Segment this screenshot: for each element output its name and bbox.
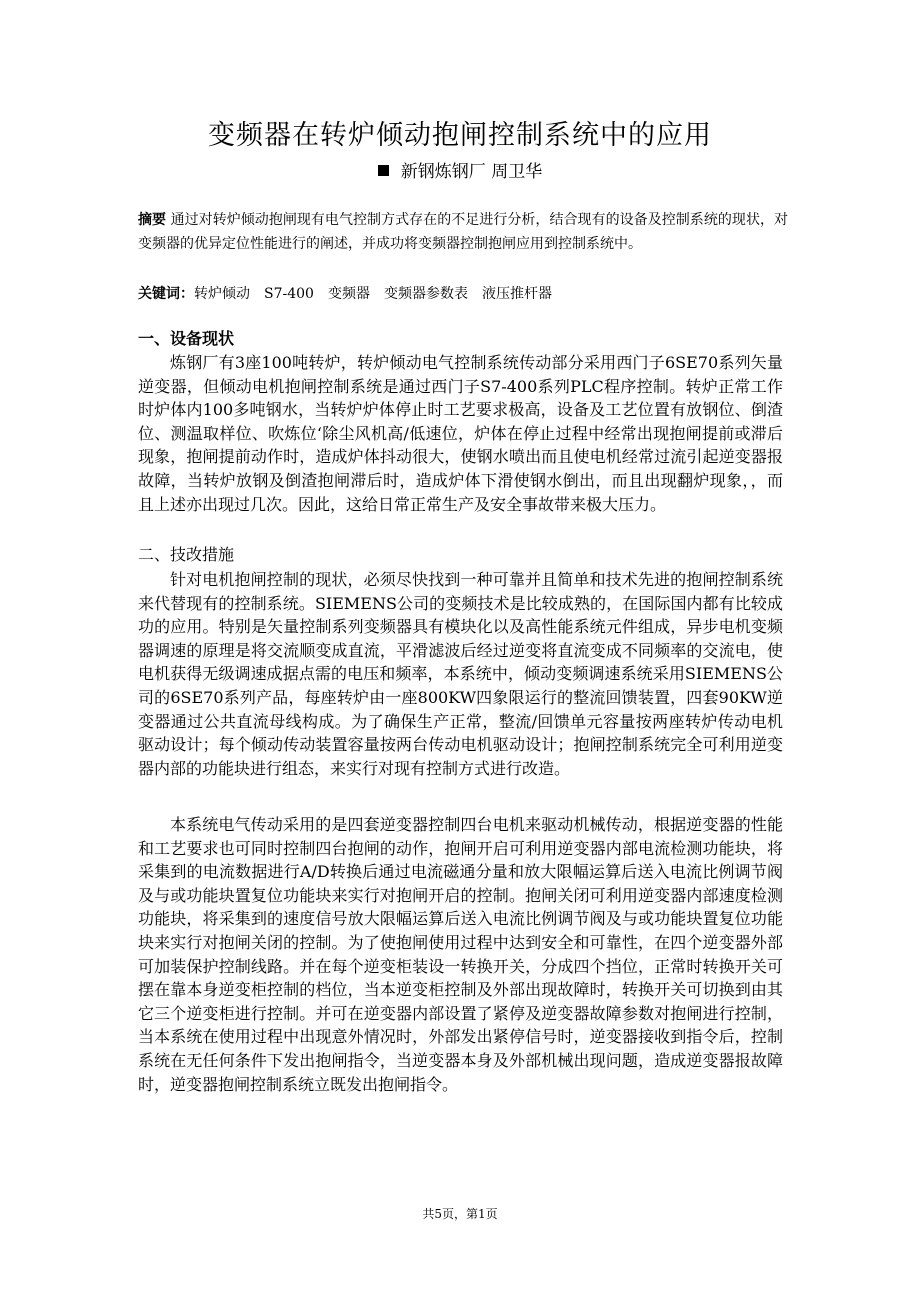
abstract-text: 通过对转炉倾动抱闸现有电气控制方式存在的不足进行分析，结合现有的设备及控制系统的现状，对变频器的优异定位性能进行的阐述，并成功将变频器控制抱闸应用到控制系统中。 [138, 212, 789, 252]
section2-paragraph-1: 针对电机抱闸控制的现状，必须尽快找到一种可靠并且简单和技术先进的抱闸控制系统来代替现有的控制系统。SIEMENS公司的变频技术是比较成熟的，在国际国内都有比较成功的应用。特别是矢量控制系列变频器具有模块化以及高性能系统元件组成，异步电机变频器调速的原理是将交流顺变成直流，平滑滤波后经过逆变将直流变成不同频率的交流电，使电机获得无级调速成据点需的电压和频率，本系统中，倾动变频调速系统采用SIEMENS公司的6SE70系列产品，每座转炉由一座800KW四象限运行的整流回馈装置，四套90KW逆变器通过公共直流母线构成。为了确保生产正常，整流/回馈单元容量按两座转炉传动电机驱动设计；每个倾动传动装置容量按两台传动电机驱动设计；抱闸控制系统完全可利用逆变器内部的功能块进行组态，来实行对现有控制方式进行改造。 [138, 570, 783, 778]
abstract-label: 摘要 [138, 212, 167, 228]
square-bullet-icon [378, 165, 389, 176]
author-line [0, 160, 920, 184]
abstract [138, 208, 788, 256]
keyword: S7-400 [264, 286, 314, 302]
author-text: 新钢炼钢厂 周卫华 [400, 162, 543, 182]
document-title: 变频器在转炉倾动抱闸控制系统中的应用 [208, 120, 712, 151]
section-heading-2: 二、技改措施 [138, 545, 235, 564]
section2-paragraph-2: 本系统电气传动采用的是四套逆变器控制四台电机来驱动机械传动，根据逆变器的性能和工艺要求也可同时控制四台抱闸的动作，抱闸开启可利用逆变器内部电流检测功能块，将采集到的电流数据进行A/D转换后通过电流磁通分量和放大限幅运算后送入电流比例调节阀及与或功能块置复位功能块来实行对抱闸开启的控制。抱闸关闭可利用逆变器内部速度检测功能块，将采集到的速度信号放大限幅运算后送入电流比例调节阀及与或功能块置复位功能块来实行对抱闸关闭的控制。为了使抱闸使用过程中达到安全和可靠性，在四个逆变器外部可加装保护控制线路。并在每个逆变柜装设一转换开关，分成四个挡位，正常时转换开关可摆在靠本身逆变柜控制的档位，当本逆变柜控制及外部出现故障时，转换开关可切换到由其它三个逆变柜进行控制。并可在逆变器内部设置了紧停及逆变器故障参数对抱闸进行控制，当本系统在使用过程中出现意外情况时，外部发出紧停信号时，逆变器接收到指令后，控制系统在无任何条件下发出抱闸指令，当逆变器本身及外部机械出现问题，造成逆变器报故障时，逆变器抱闸控制系统立既发出抱闸指令。 [138, 815, 783, 1094]
keyword: 变频器参数表 [383, 286, 468, 302]
keyword: 转炉倾动 [194, 286, 250, 302]
section-heading-1: 一、设备现状 [138, 329, 235, 348]
keyword: 液压推杆器 [481, 286, 552, 302]
section1-paragraph: 炼钢厂有3座100吨转炉，转炉倾动电气控制系统传动部分采用西门子6SE70系列矢量逆变器，但倾动电机抱闸控制系统是通过西门子S7-400系列PLC程序控制。转炉正常工作时炉体内100多吨钢水，当转炉炉体停止时工艺要求极高，设备及工艺位置有放钢位、倒渣位、测温取样位、吹炼位‘除尘风机高/低速位，炉体在停止过程中经常出现抱闸提前或滞后现象，抱闸提前动作时，造成炉体抖动很大，使钢水喷出而且使电机经常过流引起逆变器报故障，当转炉放钢及倒渣抱闸滞后时，造成炉体下滑使钢水倒出，而且出现翻炉现象，，而且上述亦出现过几次。因此，这给日常正常生产及安全事故带来极大压力。 [138, 353, 783, 514]
keyword: 变频器 [327, 286, 370, 302]
keywords-label: 关键词： [138, 286, 194, 302]
page-footer: 共5页，第1页 [422, 1207, 498, 1221]
keywords [138, 283, 788, 305]
